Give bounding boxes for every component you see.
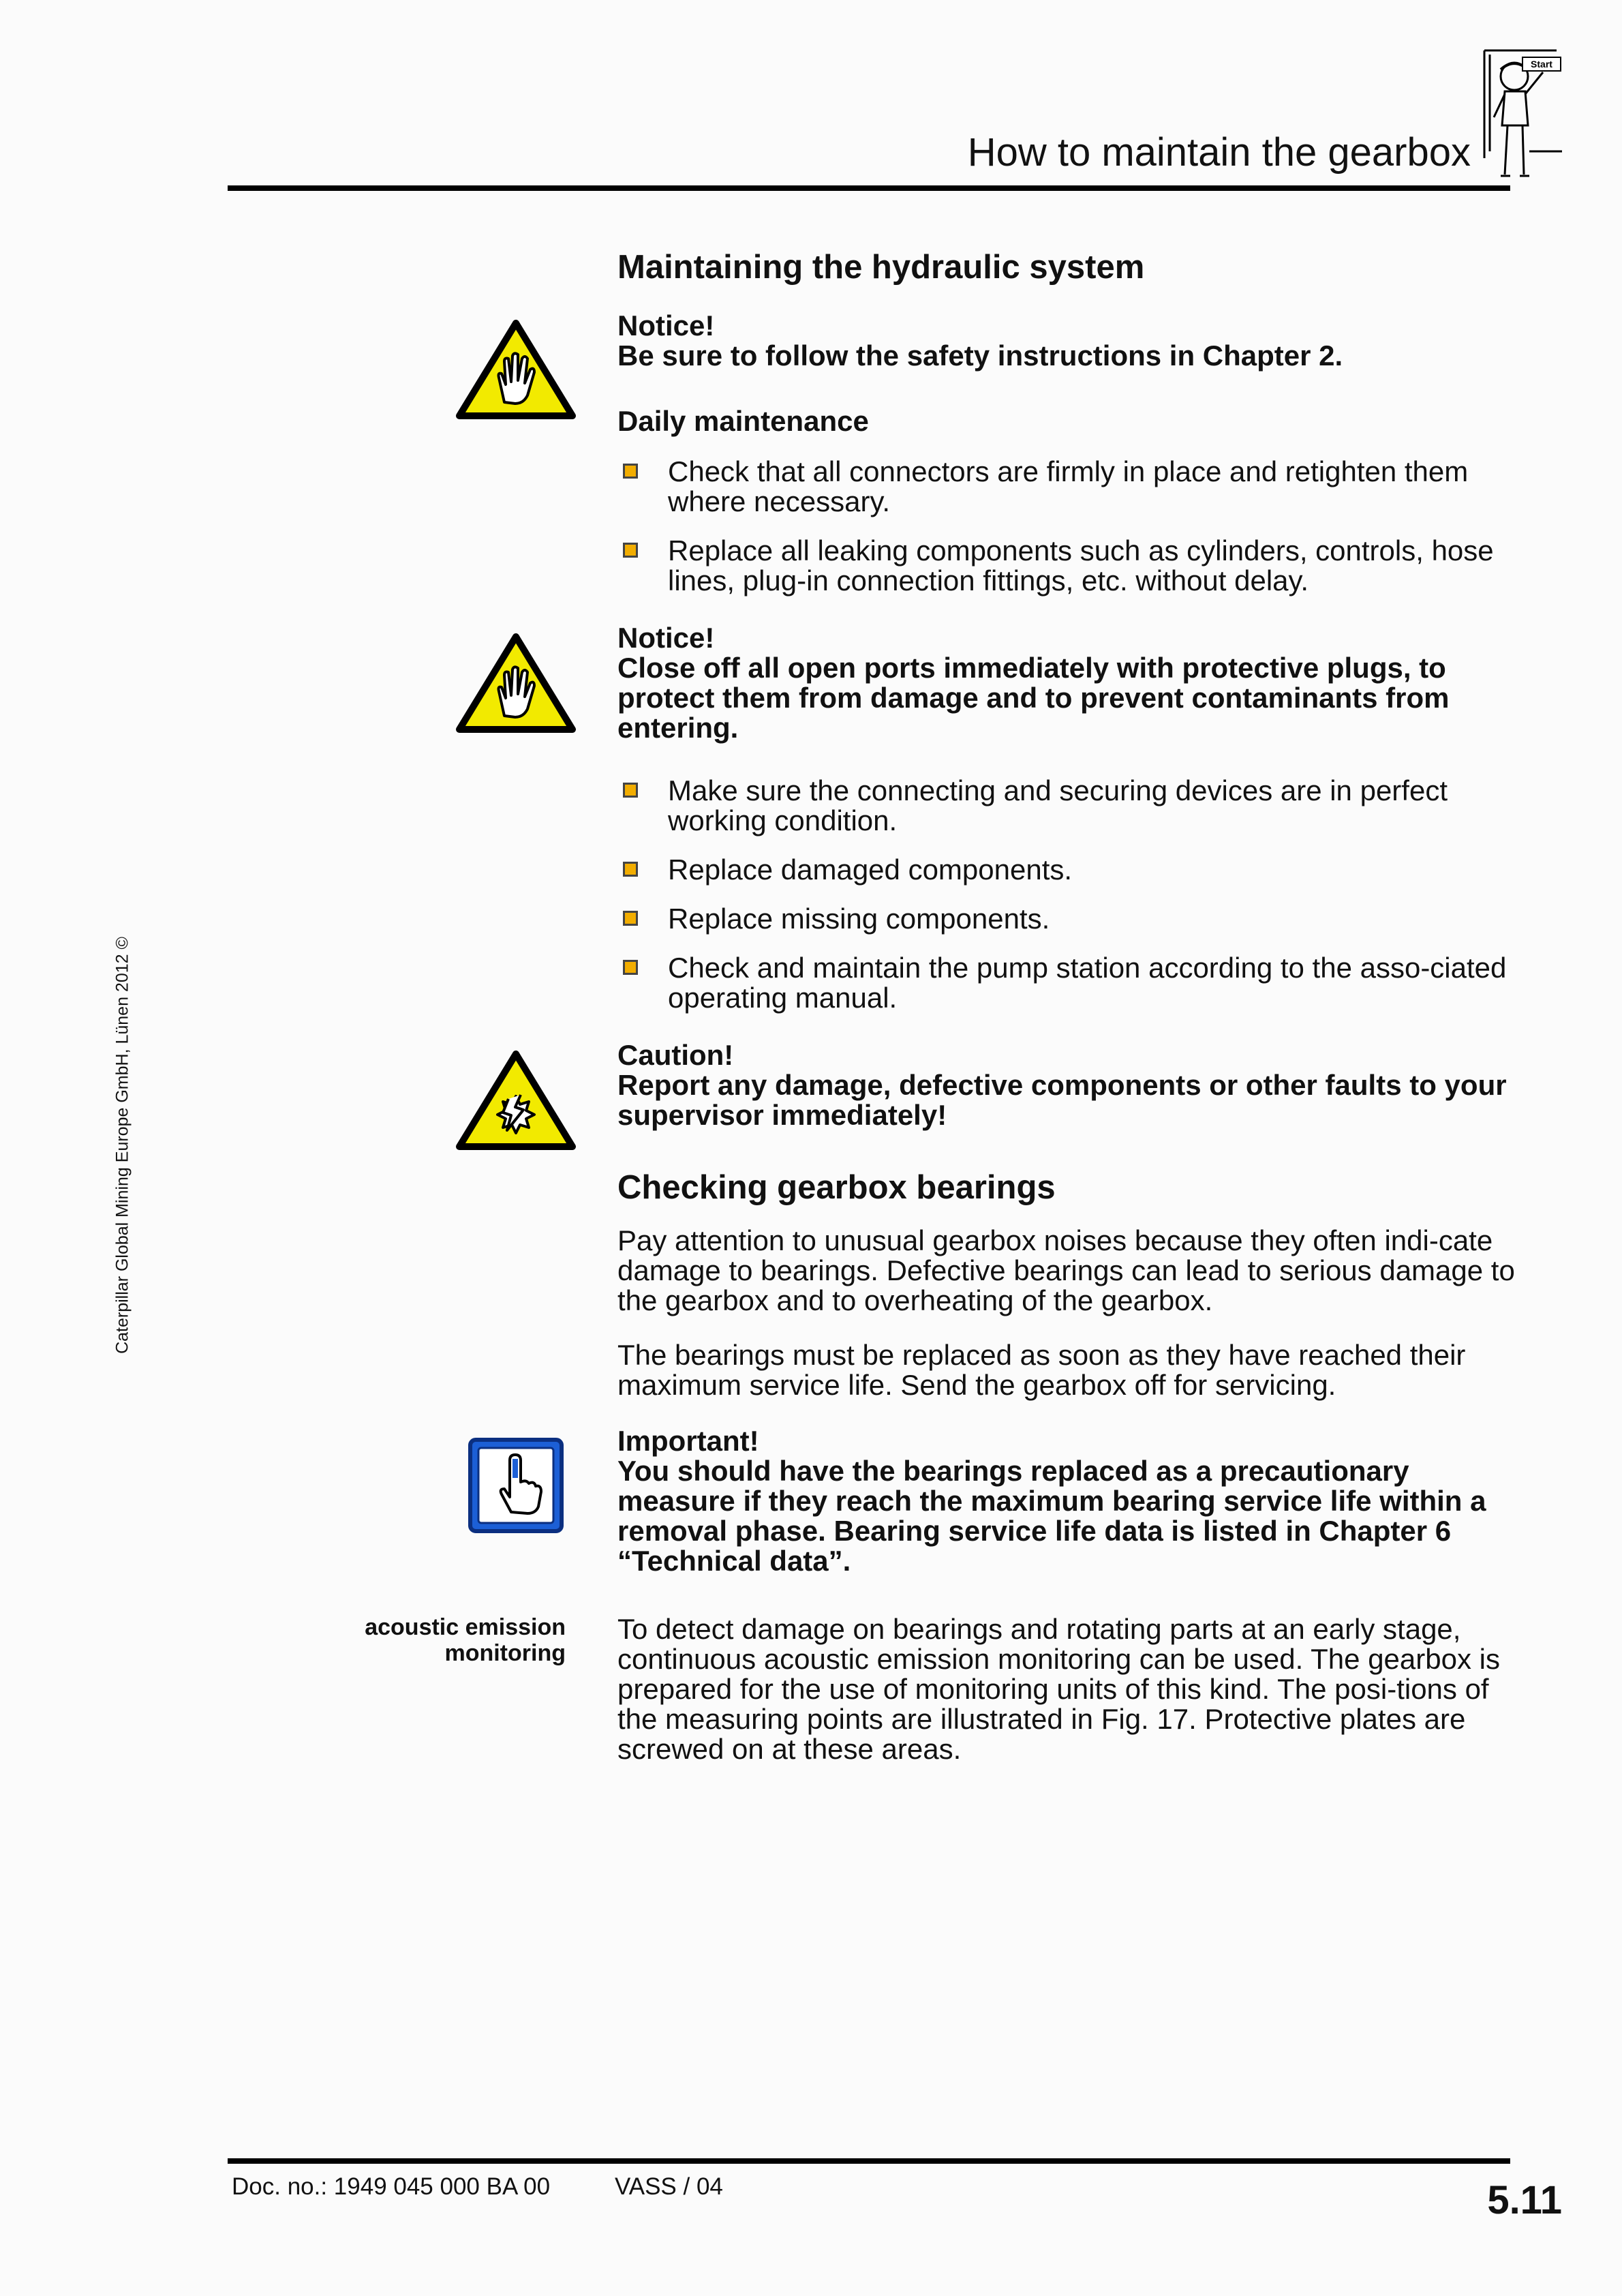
worker-at-start-button-icon xyxy=(1480,49,1566,184)
page-number: 5.11 xyxy=(1487,2178,1562,2222)
list-item: Replace damaged components. xyxy=(617,855,1517,885)
notice-text: Close off all open ports immediately with protective plugs, to protect them from damage and to prevent contaminants from entering. xyxy=(617,652,1450,744)
list-item: Make sure the connecting and securing devices are in perfect working condition. xyxy=(617,776,1517,836)
warning-hand-icon xyxy=(455,633,577,735)
important-block xyxy=(617,1426,1517,1576)
important-text: You should have the bearings replaced as a precautionary measure if they reach the maximum bearing service life within a removal phase. Bearing service life data is listed in Chapter 6 “Technical data”. xyxy=(617,1455,1486,1577)
bearings-paragraph-1: Pay attention to unusual gearbox noises because they often indi-cate damage to bearings. Defective bearings can lead to serious damage to the gearbox and to overheating of the gearbox. xyxy=(617,1224,1515,1316)
bullet-square-icon xyxy=(623,783,638,798)
list-item: Replace missing components. xyxy=(617,904,1517,934)
bullet-square-icon xyxy=(623,960,638,975)
caution-block xyxy=(617,1040,1517,1130)
bullet-square-icon xyxy=(623,862,638,877)
caution-text: Report any damage, defective components or other faults to your supervisor immediately! xyxy=(617,1069,1507,1131)
list-item: Check that all connectors are firmly in place and retighten them where necessary. xyxy=(617,457,1517,517)
copyright-notice: Caterpillar Global Mining Europe GmbH, Lünen 2012 © xyxy=(112,937,132,1354)
pointing-finger-icon xyxy=(468,1437,564,1534)
list-item: Check and maintain the pump station according to the asso-ciated operating manual. xyxy=(617,953,1517,1013)
notice-block-2 xyxy=(617,623,1517,743)
footer-divider xyxy=(228,2158,1510,2164)
header-title: How to maintain the gearbox xyxy=(967,130,1471,175)
logo-start-label: Start xyxy=(1531,59,1552,70)
acoustic-monitoring-paragraph: To detect damage on bearings and rotating parts at an early stage, continuous acoustic emission monitoring can be used. The gearbox is prepared for the use of monitoring units of this kind. The posi-tions of the measuring points are illustrated in Fig. 17. Protective plates are screwed on at these areas. xyxy=(617,1613,1500,1765)
warning-damage-icon xyxy=(455,1050,577,1152)
caution-label: Caution! xyxy=(617,1039,734,1071)
bullet-square-icon xyxy=(623,911,638,926)
margin-label-acoustic-emission: acoustic emission monitoring xyxy=(365,1614,566,1666)
section-heading-hydraulic: Maintaining the hydraulic system xyxy=(617,249,1145,286)
header-divider xyxy=(228,185,1510,191)
bullet-square-icon xyxy=(623,464,638,479)
bullet-square-icon xyxy=(623,543,638,558)
document-number: Doc. no.: 1949 045 000 BA 00 xyxy=(232,2173,551,2200)
notice-label: Notice! xyxy=(617,622,715,654)
document-reference: VASS / 04 xyxy=(615,2173,723,2200)
daily-maintenance-heading: Daily maintenance xyxy=(617,405,869,437)
notice-block-1 xyxy=(617,311,1517,371)
notice-label: Notice! xyxy=(617,309,715,342)
warning-hand-icon xyxy=(455,319,577,421)
list-item: Replace all leaking components such as cylinders, controls, hose lines, plug-in connection fittings, etc. without delay. xyxy=(617,536,1517,596)
notice-text: Be sure to follow the safety instructions in Chapter 2. xyxy=(617,339,1343,372)
important-label: Important! xyxy=(617,1425,759,1457)
bearings-paragraph-2: The bearings must be replaced as soon as they have reached their maximum service life. Send the gearbox off for servicing. xyxy=(617,1339,1466,1401)
section-heading-bearings: Checking gearbox bearings xyxy=(617,1169,1056,1206)
